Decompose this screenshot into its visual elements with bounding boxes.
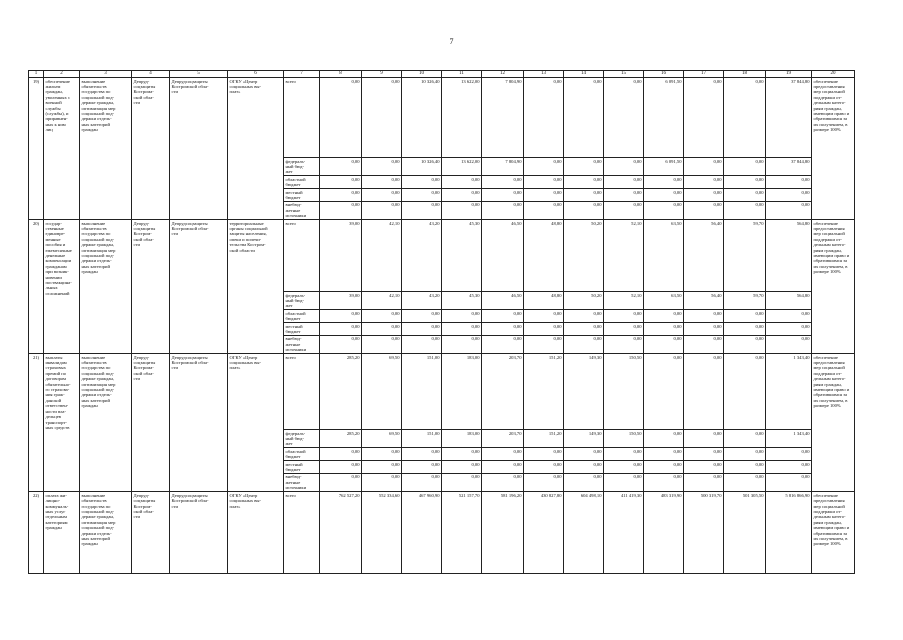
amount-cell: 0,00: [442, 189, 482, 202]
amount-cell: 0,00: [564, 461, 604, 474]
column-number-cell: 15: [604, 71, 644, 78]
amount-cell: 0,00: [644, 335, 684, 353]
amount-cell: 0,00: [766, 335, 812, 353]
program-table: [28, 70, 855, 574]
responsible-cell: Депрудсоцзащиты Костромской обла- сти: [170, 78, 228, 220]
amount-cell: 13 622,00: [442, 158, 482, 176]
column-number-cell: 6: [228, 71, 284, 78]
amount-cell: 0,00: [320, 158, 362, 176]
amount-cell: 0,00: [766, 310, 812, 323]
amount-cell: 521 157,70: [442, 492, 482, 574]
funding-source-cell: областной бюджет: [284, 310, 320, 323]
coordinator-cell: Депруд- соцзащиты Кострома- ской обла- сти: [132, 354, 170, 492]
coordinator-cell: Депруд- соцзащиты Костром- ской обла- сти: [132, 220, 170, 354]
column-number-cell: 11: [442, 71, 482, 78]
amount-cell: 0,00: [320, 335, 362, 353]
amount-cell: 150,50: [604, 354, 644, 430]
funding-source-cell: всего: [284, 220, 320, 292]
measure-name-cell: оплата жи- лищно- коммуналь- ных услуг отдельным категориям граждан: [44, 492, 80, 574]
amount-cell: 10 326,40: [402, 78, 442, 158]
amount-cell: 0,00: [684, 78, 724, 158]
funding-source-cell: всего: [284, 492, 320, 574]
amount-cell: 0,00: [644, 189, 684, 202]
amount-cell: 0,00: [482, 335, 524, 353]
column-number-cell: 4: [132, 71, 170, 78]
amount-cell: 0,00: [604, 158, 644, 176]
amount-cell: 0,00: [766, 473, 812, 491]
amount-cell: 0,00: [604, 176, 644, 189]
measure-name-cell: выплаты инвалидам страховых премий по договорам обязательно- го страхова- ния граж- данской ответствен- ности вла- дельцев транспорт- ных средств: [44, 354, 80, 492]
amount-cell: 0,00: [524, 473, 564, 491]
amount-cell: 63,50: [644, 220, 684, 292]
amount-cell: 0,00: [724, 158, 766, 176]
amount-cell: 483 319,90: [644, 492, 684, 574]
funding-source-cell: всего: [284, 78, 320, 158]
indicator-cell: обеспечение предоставления мер социальной поддержки от- дельным катего- риям граждан, имеющим право и обратившимся за их получением, в размере 100%: [812, 220, 855, 354]
table-row: [29, 78, 855, 158]
executor-cell: территориальные органы социальной защиты населения, опеки и попечи- тельства Костром- ской области: [228, 220, 284, 354]
amount-cell: 0,00: [724, 461, 766, 474]
amount-cell: 0,00: [766, 201, 812, 219]
amount-cell: 0,00: [644, 461, 684, 474]
column-number-cell: 19: [766, 71, 812, 78]
amount-cell: 0,00: [320, 473, 362, 491]
amount-cell: 45,30: [442, 292, 482, 310]
amount-cell: 0,00: [402, 323, 442, 336]
coordinator-cell: Депруд- соцзащиты Кострома- ской обла- сти: [132, 78, 170, 220]
amount-cell: 0,00: [482, 461, 524, 474]
indicator-cell: обеспечение предоставления мер социальной поддержки от- дельным катего- риям граждан, имеющим право и обратившимся за их получением, в размере 100%: [812, 78, 855, 220]
amount-cell: 0,00: [320, 461, 362, 474]
amount-cell: 52,10: [604, 292, 644, 310]
amount-cell: 0,00: [724, 189, 766, 202]
amount-cell: 0,00: [604, 310, 644, 323]
amount-cell: 0,00: [362, 158, 402, 176]
amount-cell: 0,00: [564, 323, 604, 336]
amount-cell: 0,00: [644, 473, 684, 491]
column-number-cell: 16: [644, 71, 684, 78]
amount-cell: 7 804,90: [482, 158, 524, 176]
amount-cell: 0,00: [604, 201, 644, 219]
amount-cell: 604 498,10: [564, 492, 604, 574]
amount-cell: 0,00: [524, 176, 564, 189]
amount-cell: 0,00: [604, 323, 644, 336]
funding-source-cell: местный бюджет: [284, 461, 320, 474]
amount-cell: 37 844,80: [766, 158, 812, 176]
amount-cell: 0,00: [442, 323, 482, 336]
amount-cell: 0,00: [482, 176, 524, 189]
amount-cell: 0,00: [724, 201, 766, 219]
table-row: [29, 354, 855, 430]
amount-cell: 0,00: [564, 448, 604, 461]
responsible-cell: Депрудсоцзащиты Костромской обла- сти: [170, 354, 228, 492]
amount-cell: 10 326,40: [402, 158, 442, 176]
amount-cell: 0,00: [320, 448, 362, 461]
amount-cell: 0,00: [604, 461, 644, 474]
executor-cell: ОГКУ «Центр социальных вы- плат»: [228, 354, 284, 492]
amount-cell: 0,00: [320, 176, 362, 189]
funding-source-cell: всего: [284, 354, 320, 430]
amount-cell: 0,00: [564, 310, 604, 323]
amount-cell: 0,00: [644, 430, 684, 448]
amount-cell: 0,00: [524, 189, 564, 202]
funding-source-cell: федераль- ный бюд- жет: [284, 292, 320, 310]
amount-cell: 7 804,90: [482, 78, 524, 158]
amount-cell: 762 527,20: [320, 492, 362, 574]
funding-source-cell: внебюд- жетные источники: [284, 201, 320, 219]
amount-cell: 0,00: [684, 310, 724, 323]
amount-cell: 0,00: [320, 201, 362, 219]
amount-cell: 0,00: [564, 201, 604, 219]
amount-cell: 151,20: [524, 430, 564, 448]
amount-cell: 46,50: [482, 220, 524, 292]
measure-name-cell: государ- ственные единовре- менные пособия и ежемесячные денежные компенсации гражданам при возник- новении поствакцина- льных осложнений: [44, 220, 80, 354]
amount-cell: 0,00: [524, 310, 564, 323]
amount-cell: 0,00: [482, 448, 524, 461]
amount-cell: 0,00: [442, 461, 482, 474]
funding-source-cell: областной бюджет: [284, 448, 320, 461]
amount-cell: 500 319,70: [684, 492, 724, 574]
amount-cell: 37 844,80: [766, 78, 812, 158]
amount-cell: 0,00: [442, 201, 482, 219]
column-number-cell: 3: [80, 71, 132, 78]
amount-cell: 564,80: [766, 292, 812, 310]
row-number-cell: 22): [29, 492, 44, 574]
measure-name-cell: обеспечение жильем граждан, уволенных с военной службы (службы), и приравнен- ных к ним лиц: [44, 78, 80, 220]
executor-cell: ОГКУ «Центр социальных вы- плат»: [228, 492, 284, 574]
amount-cell: 151,00: [402, 430, 442, 448]
amount-cell: 0,00: [724, 335, 766, 353]
amount-cell: 39,00: [320, 220, 362, 292]
amount-cell: 0,00: [644, 354, 684, 430]
amount-cell: 0,00: [320, 323, 362, 336]
amount-cell: 430 827,80: [524, 492, 564, 574]
amount-cell: 1 343,40: [766, 354, 812, 430]
amount-cell: 39,00: [320, 292, 362, 310]
amount-cell: 149,30: [564, 354, 604, 430]
amount-cell: 203,70: [482, 430, 524, 448]
amount-cell: 0,00: [604, 189, 644, 202]
amount-cell: 0,00: [564, 78, 604, 158]
task-cell: выполнение обязательств государства по социальной под- держке граждан, оптимизация мер социальной под- держки отдель- ных категорий граждан: [80, 354, 132, 492]
amount-cell: 0,00: [402, 176, 442, 189]
amount-cell: 501 305,50: [724, 492, 766, 574]
amount-cell: 0,00: [644, 201, 684, 219]
task-cell: выполнение обязательств государства по социальной под- держке граждан, оптимизация мер социальной под- держки отдель- ных категорий граждан: [80, 492, 132, 574]
amount-cell: 0,00: [684, 430, 724, 448]
funding-source-cell: федераль- ный бюд- жет: [284, 430, 320, 448]
funding-source-cell: внебюд- жетные источники: [284, 473, 320, 491]
amount-cell: 6 091,50: [644, 78, 684, 158]
amount-cell: 0,00: [482, 310, 524, 323]
executor-cell: ОГКУ «Центр социальных вы- плат»: [228, 78, 284, 220]
amount-cell: 0,00: [724, 430, 766, 448]
amount-cell: 0,00: [320, 310, 362, 323]
amount-cell: 0,00: [362, 310, 402, 323]
amount-cell: 0,00: [644, 323, 684, 336]
amount-cell: 0,00: [524, 448, 564, 461]
column-number-cell: 17: [684, 71, 724, 78]
amount-cell: 0,00: [362, 78, 402, 158]
column-number-cell: 1: [29, 71, 44, 78]
amount-cell: 0,00: [402, 473, 442, 491]
amount-cell: 56,40: [684, 220, 724, 292]
amount-cell: 0,00: [402, 189, 442, 202]
amount-cell: 0,00: [524, 201, 564, 219]
amount-cell: 0,00: [442, 335, 482, 353]
amount-cell: 0,00: [442, 448, 482, 461]
amount-cell: 0,00: [442, 176, 482, 189]
amount-cell: 0,00: [564, 189, 604, 202]
amount-cell: 203,70: [482, 354, 524, 430]
header-row: [29, 71, 855, 78]
amount-cell: 69,50: [362, 354, 402, 430]
amount-cell: 56,40: [684, 292, 724, 310]
amount-cell: 0,00: [362, 176, 402, 189]
task-cell: выполнение обязательств государства по социальной под- держке граждан, оптимизация мер социальной под- держки отдель- ных категорий граждан: [80, 78, 132, 220]
amount-cell: 1 343,40: [766, 430, 812, 448]
amount-cell: 59,70: [724, 220, 766, 292]
amount-cell: 0,00: [482, 189, 524, 202]
amount-cell: 183,00: [442, 354, 482, 430]
amount-cell: 0,00: [482, 201, 524, 219]
amount-cell: 46,50: [482, 292, 524, 310]
amount-cell: 0,00: [564, 473, 604, 491]
amount-cell: 0,00: [362, 473, 402, 491]
column-number-cell: 9: [362, 71, 402, 78]
amount-cell: 5 816 866,90: [766, 492, 812, 574]
amount-cell: 0,00: [362, 201, 402, 219]
amount-cell: 6 091,50: [644, 158, 684, 176]
amount-cell: 0,00: [766, 461, 812, 474]
coordinator-cell: Депруд- соцзащиты Костром- ской обла- сти: [132, 492, 170, 574]
amount-cell: 52,10: [604, 220, 644, 292]
amount-cell: 0,00: [684, 354, 724, 430]
amount-cell: 0,00: [684, 335, 724, 353]
amount-cell: 0,00: [564, 335, 604, 353]
amount-cell: 0,00: [524, 78, 564, 158]
amount-cell: 69,50: [362, 430, 402, 448]
amount-cell: 42,10: [362, 292, 402, 310]
amount-cell: 0,00: [402, 461, 442, 474]
amount-cell: 0,00: [684, 323, 724, 336]
amount-cell: 0,00: [724, 323, 766, 336]
amount-cell: 0,00: [362, 461, 402, 474]
amount-cell: 0,00: [320, 78, 362, 158]
responsible-cell: Депрудсоцзащиты Костромской обла- сти: [170, 492, 228, 574]
amount-cell: 0,00: [482, 323, 524, 336]
amount-cell: 0,00: [524, 323, 564, 336]
funding-source-cell: местный бюджет: [284, 323, 320, 336]
amount-cell: 0,00: [724, 354, 766, 430]
amount-cell: 581 196,20: [482, 492, 524, 574]
amount-cell: 43,20: [402, 292, 442, 310]
amount-cell: 0,00: [362, 335, 402, 353]
amount-cell: 0,00: [724, 78, 766, 158]
amount-cell: 285,20: [320, 354, 362, 430]
amount-cell: 50,20: [564, 292, 604, 310]
page-number: 7: [449, 37, 454, 46]
amount-cell: 48,80: [524, 220, 564, 292]
amount-cell: 0,00: [684, 158, 724, 176]
column-number-cell: 14: [564, 71, 604, 78]
table-row: [29, 220, 855, 292]
indicator-cell: обеспечение предоставления мер социальной поддержки от- дельным катего- риям граждан, имеющим право и обратившимся за их получением, в размере 100%: [812, 354, 855, 492]
amount-cell: 50,20: [564, 220, 604, 292]
funding-source-cell: местный бюджет: [284, 189, 320, 202]
amount-cell: 43,20: [402, 220, 442, 292]
amount-cell: 285,20: [320, 430, 362, 448]
amount-cell: 42,10: [362, 220, 402, 292]
amount-cell: 411 419,30: [604, 492, 644, 574]
amount-cell: 0,00: [524, 461, 564, 474]
amount-cell: 0,00: [564, 176, 604, 189]
amount-cell: 0,00: [482, 473, 524, 491]
column-number-cell: 13: [524, 71, 564, 78]
amount-cell: 0,00: [684, 189, 724, 202]
amount-cell: 0,00: [766, 189, 812, 202]
amount-cell: 0,00: [362, 448, 402, 461]
amount-cell: 0,00: [362, 189, 402, 202]
amount-cell: 150,50: [604, 430, 644, 448]
amount-cell: 45,30: [442, 220, 482, 292]
amount-cell: 564,80: [766, 220, 812, 292]
amount-cell: 183,00: [442, 430, 482, 448]
amount-cell: 0,00: [402, 448, 442, 461]
amount-cell: 13 622,00: [442, 78, 482, 158]
table-row: [29, 492, 855, 574]
amount-cell: 0,00: [320, 189, 362, 202]
amount-cell: 0,00: [644, 310, 684, 323]
amount-cell: 0,00: [402, 335, 442, 353]
amount-cell: 0,00: [684, 176, 724, 189]
column-number-cell: 12: [482, 71, 524, 78]
amount-cell: 48,80: [524, 292, 564, 310]
column-number-cell: 10: [402, 71, 442, 78]
amount-cell: 0,00: [684, 473, 724, 491]
row-number-cell: 21): [29, 354, 44, 492]
indicator-cell: обеспечение предоставления мер социальной поддержки от- дельным катего- риям граждан, имеющим право и обратившимся за их получением, в размере 100%: [812, 492, 855, 574]
funding-source-cell: внебюд- жетные источники: [284, 335, 320, 353]
amount-cell: 552 334,60: [362, 492, 402, 574]
amount-cell: 0,00: [604, 473, 644, 491]
amount-cell: 0,00: [524, 158, 564, 176]
amount-cell: 0,00: [524, 335, 564, 353]
amount-cell: 0,00: [724, 448, 766, 461]
amount-cell: 151,00: [402, 354, 442, 430]
amount-cell: 0,00: [766, 448, 812, 461]
amount-cell: 0,00: [442, 473, 482, 491]
column-number-cell: 2: [44, 71, 80, 78]
amount-cell: 0,00: [724, 310, 766, 323]
column-number-cell: 8: [320, 71, 362, 78]
amount-cell: 0,00: [724, 473, 766, 491]
amount-cell: 0,00: [604, 335, 644, 353]
amount-cell: 0,00: [766, 323, 812, 336]
row-number-cell: 19): [29, 78, 44, 220]
amount-cell: 0,00: [604, 78, 644, 158]
responsible-cell: Депрудсоцзащиты Костромской обла- сти: [170, 220, 228, 354]
amount-cell: 59,70: [724, 292, 766, 310]
amount-cell: 467 960,90: [402, 492, 442, 574]
amount-cell: 0,00: [766, 176, 812, 189]
task-cell: выполнение обязательств государства по социальной под- держке граждан, оптимизация мер социальной под- держки отдель- ных категорий граждан: [80, 220, 132, 354]
amount-cell: 0,00: [604, 448, 644, 461]
amount-cell: 0,00: [402, 201, 442, 219]
column-number-cell: 5: [170, 71, 228, 78]
amount-cell: 0,00: [724, 176, 766, 189]
amount-cell: 0,00: [564, 158, 604, 176]
amount-cell: 0,00: [442, 310, 482, 323]
funding-source-cell: областной бюджет: [284, 176, 320, 189]
amount-cell: 149,30: [564, 430, 604, 448]
amount-cell: 0,00: [644, 176, 684, 189]
amount-cell: 63,50: [644, 292, 684, 310]
amount-cell: 0,00: [684, 461, 724, 474]
row-number-cell: 20): [29, 220, 44, 354]
column-number-cell: 20: [812, 71, 855, 78]
amount-cell: 0,00: [684, 201, 724, 219]
amount-cell: 0,00: [402, 310, 442, 323]
funding-source-cell: федераль- ный бюд- жет: [284, 158, 320, 176]
amount-cell: 151,20: [524, 354, 564, 430]
column-number-cell: 18: [724, 71, 766, 78]
amount-cell: 0,00: [362, 323, 402, 336]
amount-cell: 0,00: [684, 448, 724, 461]
amount-cell: 0,00: [644, 448, 684, 461]
column-number-cell: 7: [284, 71, 320, 78]
